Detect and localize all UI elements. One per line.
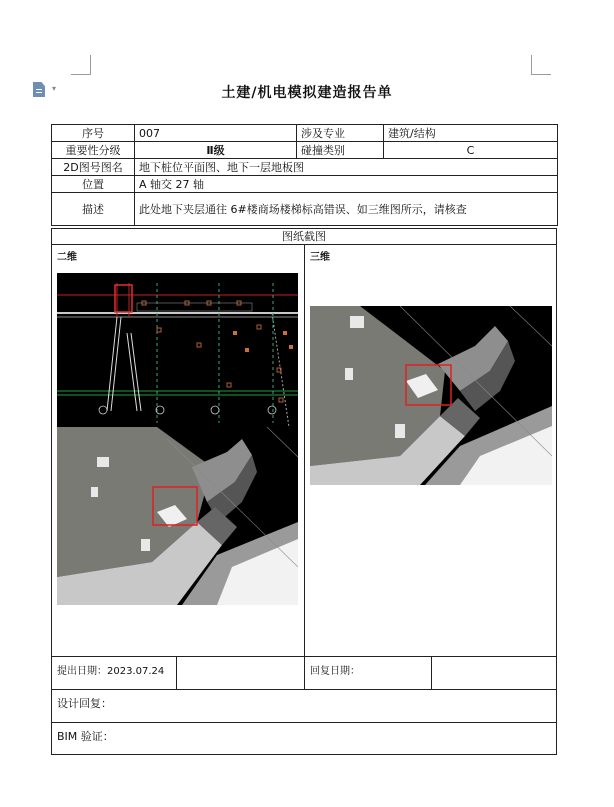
seq-value: 007 [135, 125, 297, 142]
panel-3d [304, 244, 557, 657]
description-label: 描述 [52, 193, 135, 226]
model-3d-image-right [310, 306, 552, 485]
bim-verification[interactable]: BIM 验证： [51, 722, 557, 755]
description-value: 此处地下夹层通往 6#楼商场楼梯标高错误、如三维图所示，请核查 [135, 193, 558, 226]
discipline-value: 建筑/结构 [384, 125, 558, 142]
reply-date-value-cell[interactable] [431, 656, 557, 690]
location-label: 位置 [52, 176, 135, 193]
drawing-value: 地下桩位平面图、地下一层地板图 [135, 159, 558, 176]
collision-value: C [384, 142, 558, 159]
cad-drawing-image [57, 273, 298, 427]
panel-2d [51, 244, 305, 657]
importance-label: 重要性分级 [52, 142, 135, 159]
location-value: A 轴交 27 轴 [135, 176, 558, 193]
drawing-label: 2D图号图名 [52, 159, 135, 176]
collision-label: 碰撞类别 [297, 142, 384, 159]
panel-3d-label: 三维 [310, 252, 330, 263]
report-title: 土建/机电模拟建造报告单 [221, 85, 393, 101]
submit-date: 提出日期：2023.07.24 [51, 656, 177, 690]
info-table [51, 124, 558, 226]
submit-signature-cell[interactable] [176, 656, 305, 690]
screenshots-heading: 图纸截图 [51, 228, 557, 245]
crop-mark-top-left [71, 55, 91, 75]
seq-label: 序号 [52, 125, 135, 142]
panel-2d-label: 二维 [57, 252, 77, 263]
crop-mark-top-right [531, 55, 551, 75]
importance-value: Ⅱ级 [135, 142, 297, 159]
chevron-down-icon[interactable]: ▾ [52, 84, 57, 93]
discipline-label: 涉及专业 [297, 125, 384, 142]
design-reply[interactable]: 设计回复： [51, 689, 557, 723]
reply-date: 回复日期： [304, 656, 432, 690]
model-3d-image-left [57, 427, 298, 605]
